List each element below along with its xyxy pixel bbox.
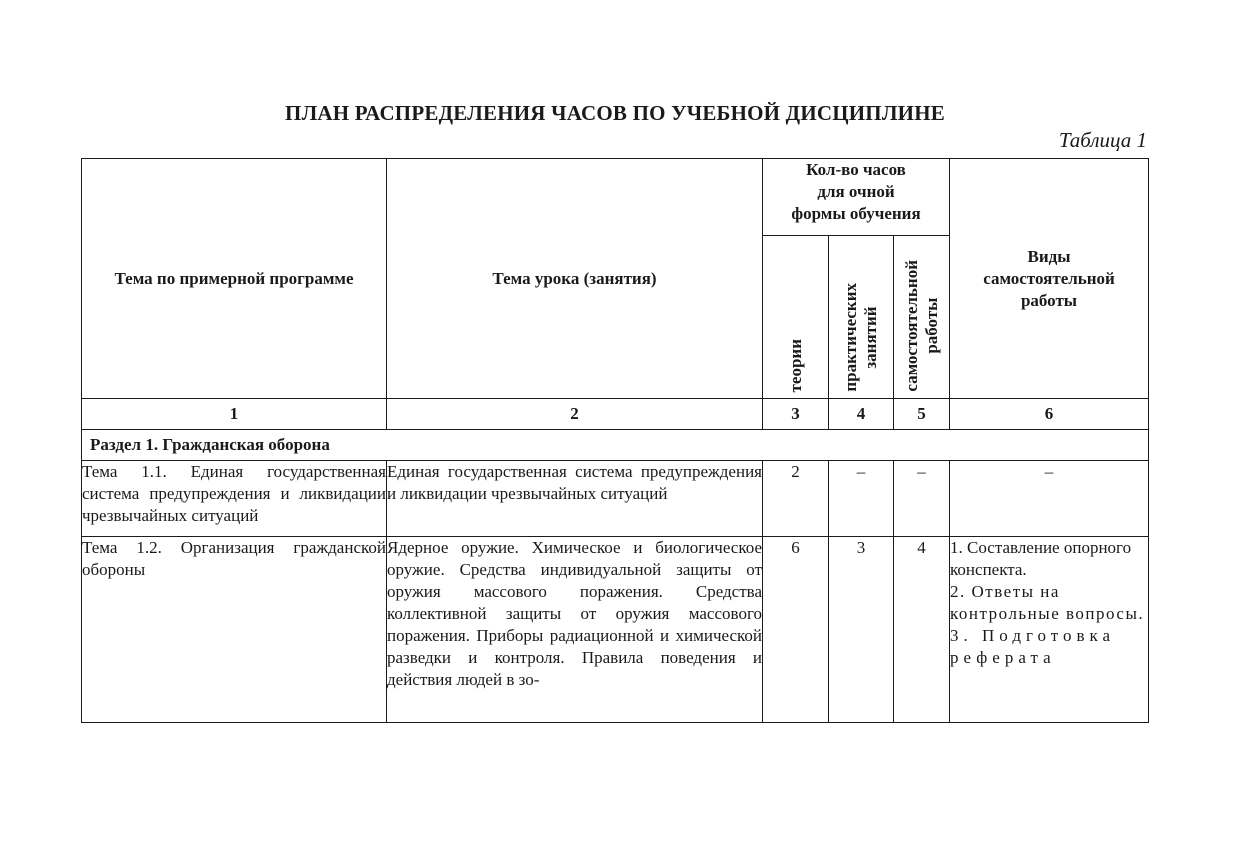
row-lesson: Единая государственная система предупреждения и ликвидации чрезвычайных ситуаций	[387, 461, 763, 537]
row-theory-hours: 6	[763, 537, 829, 723]
header-self-work-line-2: работы	[921, 298, 941, 355]
header-practice-label	[841, 283, 881, 392]
header-theory	[763, 236, 829, 399]
table-caption: Таблица 1	[1058, 128, 1147, 152]
hours-plan-table	[81, 158, 1149, 723]
column-number: 2	[387, 399, 763, 430]
work-item: 2. Ответы на контрольные вопросы.	[950, 582, 1145, 623]
header-practice	[829, 236, 894, 399]
row-theory-hours: 2	[763, 461, 829, 537]
header-self-work-line-1: самостоятельной	[901, 260, 921, 392]
header-theory-label: теории	[785, 338, 805, 392]
work-item: 3. Подготовка реферата	[950, 626, 1116, 667]
column-numbers-row	[82, 399, 1149, 430]
column-number: 5	[894, 399, 950, 430]
header-hours-group	[763, 159, 950, 236]
table-row	[82, 461, 1149, 537]
header-self-work	[894, 236, 950, 399]
document-title: ПЛАН РАСПРЕДЕЛЕНИЯ ЧАСОВ ПО УЧЕБНОЙ ДИСЦИПЛИНЕ	[285, 101, 945, 125]
header-work-line-1: Виды	[1027, 246, 1071, 266]
column-number: 6	[950, 399, 1149, 430]
section-title: Раздел 1. Гражданская оборона	[82, 430, 1149, 461]
row-topic: Тема 1.2. Организация гражданской обороны	[82, 537, 387, 723]
section-row	[82, 430, 1149, 461]
table-row	[82, 537, 1149, 723]
column-number: 4	[829, 399, 894, 430]
work-item: 1. Составление опорного конспекта.	[950, 538, 1132, 579]
header-lesson: Тема урока (занятия)	[387, 159, 763, 399]
column-number: 3	[763, 399, 829, 430]
header-practice-line-2: занятий	[861, 306, 880, 369]
header-row-1	[82, 159, 1149, 236]
row-practice-hours: –	[829, 461, 894, 537]
header-work-line-2: самостоятельной	[983, 268, 1115, 288]
header-topic: Тема по примерной программе	[82, 159, 387, 399]
header-work-line-3: работы	[1020, 290, 1078, 310]
row-lesson: Ядерное оружие. Химическое и биологическое оружие. Средства индивидуальной защиты от оружия массового поражения. Средства коллективной защиты от оружия массового поражения. Приборы радиационной и химической разведки и контроля. Правила поведения и действия людей в зо-	[387, 537, 763, 723]
row-self-work-hours: 4	[894, 537, 950, 723]
row-work-types	[950, 537, 1149, 723]
header-hours-line-1: Кол-во часов	[806, 160, 906, 179]
row-topic: Тема 1.1. Единая государственная система предупреждения и ликвидации чрезвычайных ситуаций	[82, 461, 387, 537]
header-hours-line-3: формы обучения	[791, 204, 921, 223]
header-hours-line-2: для очной	[817, 182, 895, 201]
row-work-types: –	[950, 461, 1149, 537]
column-number: 1	[82, 399, 387, 430]
row-practice-hours: 3	[829, 537, 894, 723]
header-self-work-label	[902, 260, 942, 392]
row-self-work-hours: –	[894, 461, 950, 537]
header-work-types	[950, 159, 1149, 399]
header-practice-line-1: практических	[841, 283, 860, 392]
